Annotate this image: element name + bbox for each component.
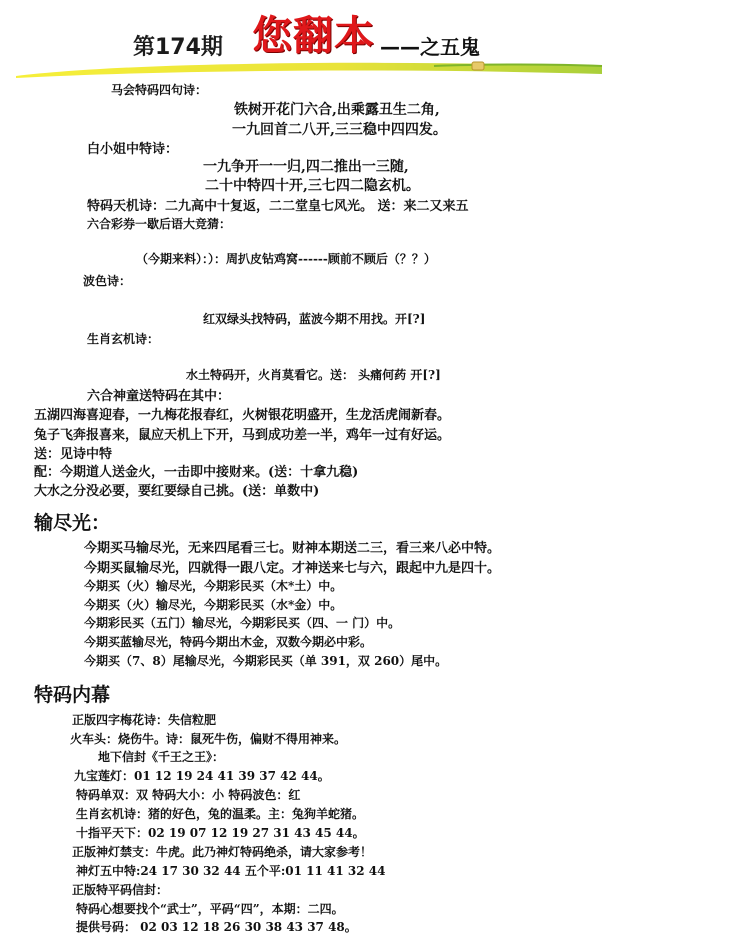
text-line: 特码天机诗：二九高中十复返，二二堂皇七风光。 送：来二又来五	[87, 199, 469, 214]
text-line: 今期买马输尽光，无来四尾看三七。财神本期送二三，看三来八必中特。	[84, 541, 501, 556]
text-line: 火车头：烧伤牛。诗：鼠死牛伤，偏财不得用神来。	[70, 732, 347, 746]
text-line: （今期来料）：）：周扒皮钻鸡窝------顾前不顾后（？？）	[136, 252, 436, 266]
text-line: 六合神童送特码在其中：	[87, 389, 231, 404]
text-line: 正版特平码信封：	[72, 883, 169, 897]
text-line: 一九回首二八开,三三稳中四四发。	[232, 122, 447, 138]
text-line: 铁树开花门六合,出乘露丑生二角,	[234, 102, 440, 118]
text-line: 生肖玄机诗：猪的好色，兔的温柔。主：兔狗羊蛇猪。	[76, 807, 365, 821]
swoosh-tag	[472, 62, 484, 70]
text-line-horse-poem-title: 马会特码四句诗：	[111, 83, 208, 97]
issue-number: 第174期	[133, 35, 223, 60]
section-heading-special-inside: 特码内幕	[34, 684, 111, 706]
text-line: 今期买蓝输尽光，特码今期出木金，双数今期必中彩。	[84, 635, 373, 649]
text-line: 兔子飞奔报喜来，鼠应天机上下开，马到成功差一半，鸡年一过有好运。	[34, 428, 451, 443]
text-line: 特码心想要找个“武士”，平码“四”，本期：二四。	[76, 902, 344, 916]
text-line: 大水之分没必要，要红要绿自己挑。(送：单数中)	[34, 484, 320, 499]
text-line: 正版四字梅花诗：失信粒肥	[72, 713, 217, 727]
text-line: 提供号码： 02 03 12 18 26 30 38 43 37 48。	[76, 920, 357, 934]
text-line: 十指平天下：02 19 07 12 19 27 31 43 45 44。	[76, 826, 365, 840]
text-line: 今期买（火）输尽光，今期彩民买（水*金）中。	[84, 598, 343, 612]
text-line-wave-title: 波色诗：	[83, 274, 132, 288]
text-line: 今期买（7、8）尾输尽光，今期彩民买（单 391，双 260）尾中。	[84, 654, 448, 668]
title-suffix: ——之五鬼	[380, 35, 480, 59]
text-line-bxj-title: 白小姐中特诗：	[87, 142, 179, 157]
text-line-zodiac-title: 生肖玄机诗：	[87, 332, 160, 346]
text-line: 今期买（火）输尽光，今期彩民买（木*土）中。	[84, 579, 343, 593]
text-line: 水土特码开，火肖莫看它。送： 头痛何药 开[?]	[186, 368, 441, 382]
page-title: 您翻本	[252, 13, 375, 59]
text-line: 二十中特四十开,三七四二隐玄机。	[205, 178, 420, 194]
text-line: 地下信封《千王之王》：	[98, 750, 225, 764]
section-heading-lose-all: 输尽光：	[34, 512, 111, 534]
text-line: 神灯五中特:24 17 30 32 44 五个平:01 11 41 32 44	[76, 864, 386, 878]
text-line: 今期彩民买（五门）输尽光，今期彩民买（四、一 门）中。	[84, 616, 401, 630]
text-line: 五湖四海喜迎春，一九梅花报春红，火树银花明盛开，生龙活虎闹新春。	[34, 408, 451, 423]
text-line: 今期买鼠输尽光，四就得一跟八定。才神送来七与六，跟起中九是四十。	[84, 561, 501, 576]
header-swoosh-decoration	[14, 56, 604, 84]
text-line: 特码单双：双 特码大小：小 特码波色：红	[76, 788, 301, 802]
text-line: 送：见诗中特	[34, 447, 113, 462]
text-line: 红双绿头找特码，蓝波今期不用找。开[?]	[203, 312, 426, 326]
text-line: 六合彩券一歇后语大竞猜：	[87, 217, 232, 231]
text-line: 正版神灯禁支：牛虎。此乃神灯特码绝杀，请大家参考！	[72, 845, 373, 859]
text-line: 配：今期道人送金火，一击即中接财来。(送：十拿九稳)	[34, 465, 359, 480]
text-line: 九宝莲灯：01 12 19 24 41 39 37 42 44。	[74, 769, 330, 783]
text-line: 一九争开一一归,四二推出一三随,	[203, 159, 409, 175]
